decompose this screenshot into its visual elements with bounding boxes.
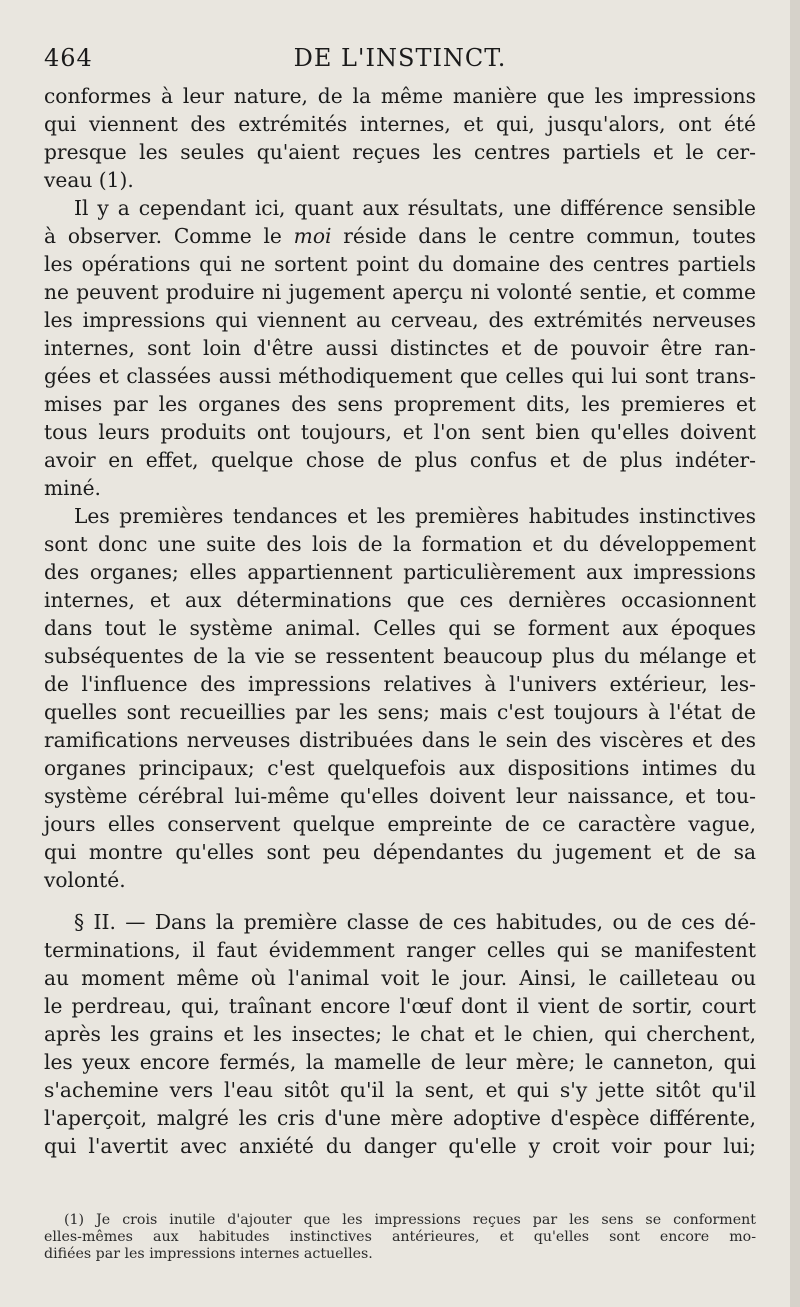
text-line: quelles sont recueillies par les sens; mais c'est toujours à l'état de — [44, 700, 756, 724]
text-line: Les premières tendances et les premières habitudes instinctives — [74, 504, 756, 528]
text-line: terminations, il faut évidemment ranger celles qui se manifestent — [44, 938, 756, 962]
section-heading-line: § II. — Dans la première classe de ces habitudes, ou de ces dé- — [74, 910, 756, 934]
footnote — [44, 1212, 756, 1263]
text-line: de l'influence des impressions relatives à l'univers extérieur, les- — [44, 672, 756, 696]
text-line: tous leurs produits ont toujours, et l'on sent bien qu'elles doivent — [44, 420, 756, 444]
text-line: sont donc une suite des lois de la formation et du développement — [44, 532, 756, 556]
text-line: dans tout le système animal. Celles qui se forment aux époques — [44, 616, 756, 640]
text-line: les opérations qui ne sortent point du domaine des centres partiels — [44, 252, 756, 276]
text-line: qui viennent des extrémités internes, et qui, jusqu'alors, ont été — [44, 112, 756, 136]
footnote-line: elles-mêmes aux habitudes instinctives antérieures, et qu'elles sont encore mo- — [44, 1229, 756, 1245]
text-line: subséquentes de la vie se ressentent beaucoup plus du mélange et — [44, 644, 756, 668]
text-line: avoir en effet, quelque chose de plus confus et de plus indéter- — [44, 448, 756, 472]
text-line: miné. — [44, 476, 101, 500]
page-header — [44, 44, 756, 74]
page-number: 464 — [44, 44, 93, 72]
text-line: s'achemine vers l'eau sitôt qu'il la sent, et qui s'y jette sitôt qu'il — [44, 1078, 756, 1102]
page-edge-shadow — [790, 0, 800, 1307]
text-line: presque les seules qu'aient reçues les centres partiels et le cer- — [44, 140, 756, 164]
text-line: après les grains et les insectes; le chat et le chien, qui cherchent, — [44, 1022, 756, 1046]
text-line: ramifications nerveuses distribuées dans le sein des viscères et des — [44, 728, 756, 752]
text-line: internes, sont loin d'être aussi distinctes et de pouvoir être ran- — [44, 336, 756, 360]
running-title: DE L'INSTINCT. — [293, 44, 507, 72]
text-line: internes, et aux déterminations que ces dernières occasionnent — [44, 588, 756, 612]
text-line: le perdreau, qui, traînant encore l'œuf dont il vient de sortir, court — [44, 994, 756, 1018]
text-line: veau (1). — [44, 168, 134, 192]
text-line: les yeux encore fermés, la mamelle de leur mère; le canneton, qui — [44, 1050, 756, 1074]
footnote-line: difiées par les impressions internes actuelles. — [44, 1246, 373, 1262]
text-line: qui l'avertit avec anxiété du danger qu'elle y croit voir pour lui; — [44, 1134, 756, 1158]
footnote-line: (1) Je crois inutile d'ajouter que les impressions reçues par les sens se conforment — [64, 1212, 756, 1228]
text-line: des organes; elles appartiennent particulièrement aux impressions — [44, 560, 756, 584]
text-line: l'aperçoit, malgré les cris d'une mère adoptive d'espèce différente, — [44, 1106, 756, 1130]
text-line: organes principaux; c'est quelquefois aux dispositions intimes du — [44, 756, 756, 780]
text-line: qui montre qu'elles sont peu dépendantes du jugement et de sa — [44, 840, 756, 864]
text-line: au moment même où l'animal voit le jour. Ainsi, le cailleteau ou — [44, 966, 756, 990]
body-text — [44, 82, 756, 1160]
text-line: ne peuvent produire ni jugement aperçu ni volonté sentie, et comme — [44, 280, 756, 304]
text-line: conformes à leur nature, de la même manière que les impressions — [44, 84, 756, 108]
text-line: mises par les organes des sens proprement dits, les premieres et — [44, 392, 756, 416]
text-line: à observer. Comme le moi réside dans le centre commun, toutes — [44, 224, 756, 248]
text-line: jours elles conservent quelque empreinte de ce caractère vague, — [44, 812, 756, 836]
text-line: Il y a cependant ici, quant aux résultats, une différence sensible — [74, 196, 756, 220]
section-gap — [44, 894, 756, 908]
text-line: système cérébral lui-même qu'elles doivent leur naissance, et tou- — [44, 784, 756, 808]
text-line: gées et classées aussi méthodiquement que celles qui lui sont trans- — [44, 364, 756, 388]
text-line: les impressions qui viennent au cerveau, des extrémités nerveuses — [44, 308, 756, 332]
text-line: volonté. — [44, 868, 126, 892]
